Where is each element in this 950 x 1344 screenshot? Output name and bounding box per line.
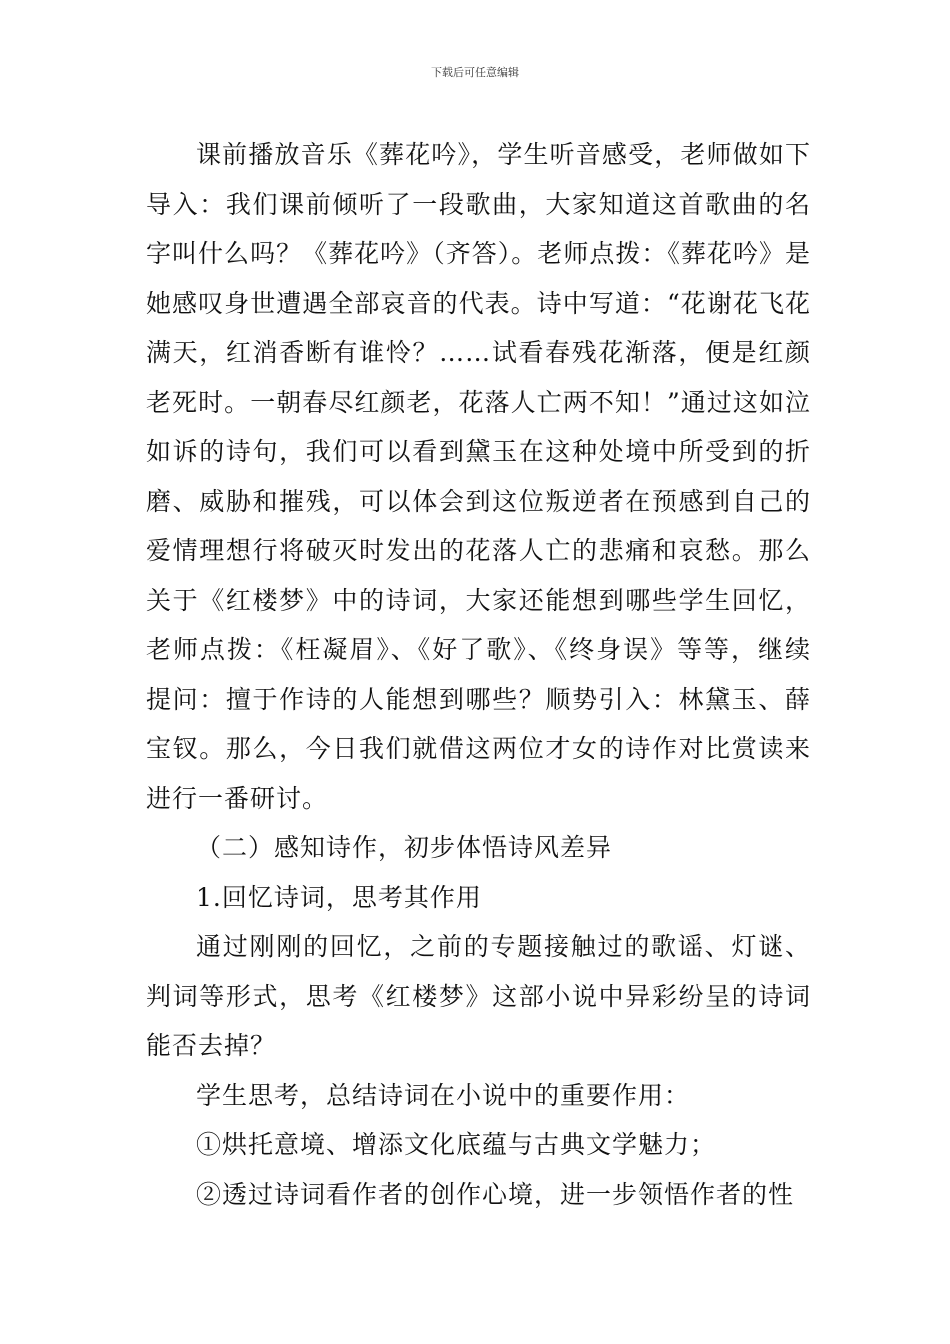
sub-heading: 1.回忆诗词，思考其作用	[196, 882, 482, 912]
document-body	[146, 130, 811, 1219]
recall-paragraph: 通过刚刚的回忆，之前的专题接触过的歌谣、灯谜、判词等形式，思考《红楼梦》这部小说中异彩纷呈的诗词能否去掉？	[146, 932, 811, 1060]
list-item-2: ②透过诗词看作者的创作心境，进一步领悟作者的性	[196, 1179, 795, 1209]
list-item-1: ①烘托意境、增添文化底蕴与古典文学魅力；	[196, 1130, 717, 1159]
page-header: 下载后可任意编辑	[431, 66, 519, 79]
summary-paragraph: 学生思考，总结诗词在小说中的重要作用：	[196, 1080, 691, 1110]
intro-paragraph: 课前播放音乐《葬花吟》，学生听音感受，老师做如下导入：我们课前倾听了一段歌曲，大家知道这首歌曲的名字叫什么吗？《葬花吟》（齐答）。老师点拨：《葬花吟》是她感叹身世遭遇全部哀音的代表。诗中写道：“花谢花飞花满天，红消香断有谁怜？……试看春残花渐落，便是红颜老死时。一朝春尽红颜老，花落人亡两不知！”通过这如泣如诉的诗句，我们可以看到黛玉在这种处境中所受到的折磨、威胁和摧残，可以体会到这位叛逆者在预感到自己的爱情理想行将破灭时发出的花落人亡的悲痛和哀愁。那么关于《红楼梦》中的诗词，大家还能想到哪些学生回忆，老师点拨：《枉凝眉》、《好了歌》、《终身误》等等，继续提问：擅于作诗的人能想到哪些？顺势引入：林黛玉、薛宝钗。那么，今日我们就借这两位才女的诗作对比赏读来进行一番研讨。	[146, 140, 811, 813]
section-heading: （二）感知诗作，初步体悟诗风差异	[196, 833, 613, 862]
